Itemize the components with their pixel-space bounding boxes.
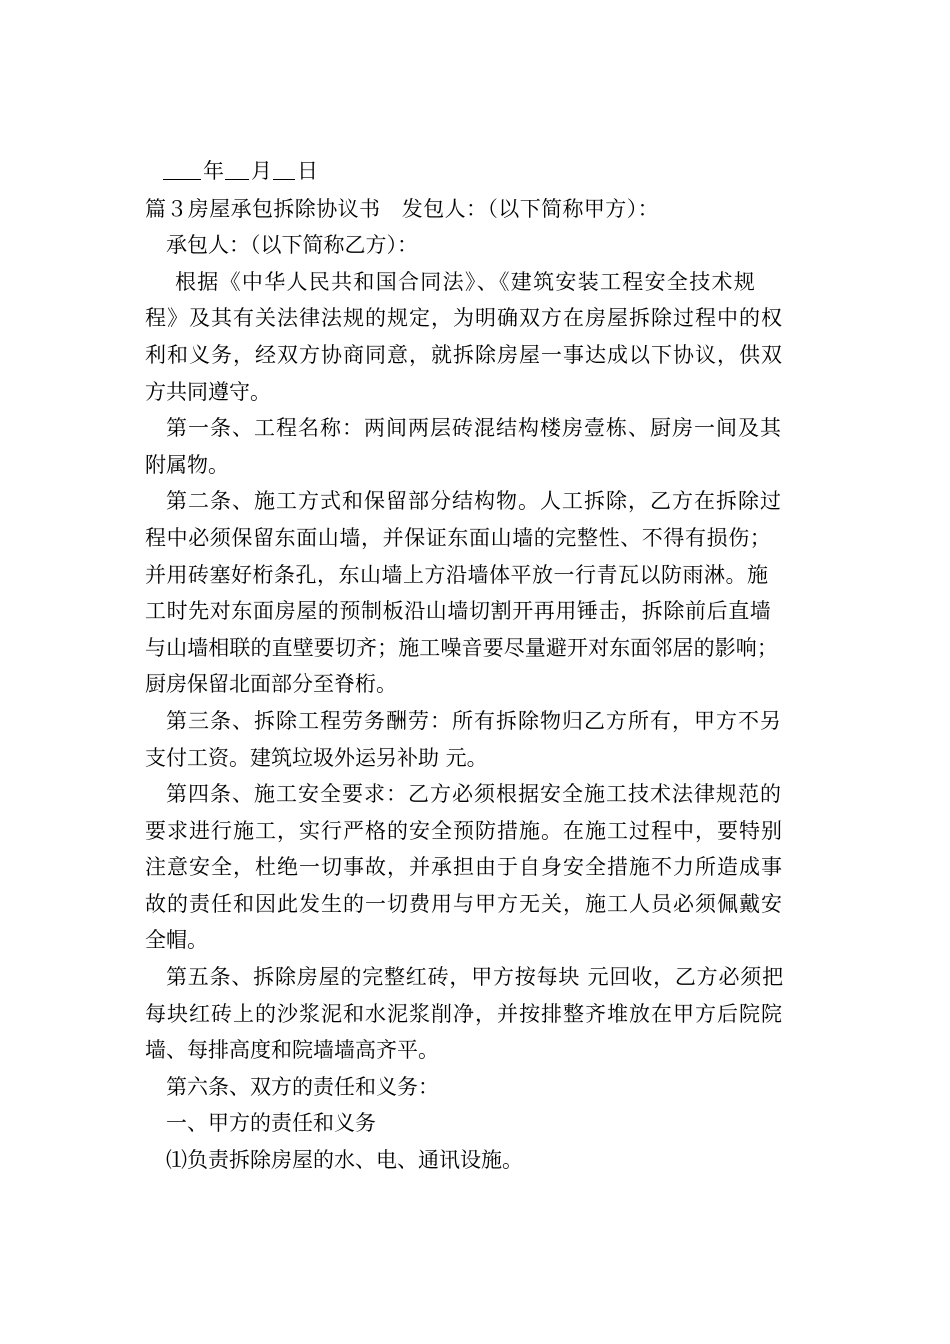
paragraph-line: 根据《中华人民共和国合同法》、《建筑安装工程安全技术规: [175, 269, 757, 294]
clause-line: 第五条、拆除房屋的完整红砖，甲方按每块 元回收，乙方必须把: [166, 965, 784, 990]
clause-line: 故的责任和因此发生的一切费用与甲方无关，施工人员必须佩戴安: [145, 891, 783, 916]
clause-line: 并用砖塞好桁条孔，东山墙上方沿墙体平放一行青瓦以防雨淋。施: [145, 562, 769, 587]
clause-line: 与山墙相联的直壁要切齐；施工噪音要尽量避开对东面邻居的影响；: [145, 635, 778, 660]
contractor-line: 承包人：（以下简称乙方）：: [166, 233, 418, 258]
document-body: [145, 153, 813, 1179]
clause-line: 程中必须保留东面山墙，并保证东面山墙的完整性、不得有损伤；: [145, 525, 772, 550]
clause-line: 附属物。: [145, 452, 229, 477]
clause-heading: 第六条、双方的责任和义务：: [166, 1074, 439, 1099]
paragraph-line: 利和义务，经双方协商同意，就拆除房屋一事达成以下协议，供双: [145, 342, 783, 367]
paragraph-line: 程》及其有关法律法规的规定，为明确双方在房屋拆除过程中的权: [145, 306, 783, 331]
clause-line: 第二条、施工方式和保留部分结构物。人工拆除，乙方在拆除过: [166, 489, 782, 514]
month-blank: [225, 155, 249, 180]
list-item: ⑴负责拆除房屋的水、电、通讯设施。: [166, 1148, 523, 1173]
clause-line: 注意安全，杜绝一切事故，并承担由于自身安全措施不力所造成事: [145, 855, 783, 880]
month-label: 月: [251, 159, 273, 183]
year-blank: [163, 155, 201, 180]
clause-line: 每块红砖上的沙浆泥和水泥浆削净，并按排整齐堆放在甲方后院院: [145, 1001, 783, 1026]
day-label: 日: [297, 159, 319, 183]
clause-line: 第一条、工程名称：两间两层砖混结构楼房壹栋、厨房一间及其: [166, 416, 782, 441]
paragraph-line: 方共同遵守。: [145, 379, 271, 404]
clause-line: 要求进行施工，实行严格的安全预防措施。在施工过程中，要特别: [145, 818, 783, 843]
section-heading: 一、甲方的责任和义务: [166, 1111, 376, 1136]
clause-line: 厨房保留北面部分至脊桁。: [145, 672, 397, 697]
clause-line: 支付工资。建筑垃圾外运另补助 元。: [145, 745, 488, 770]
year-label: 年: [203, 159, 225, 183]
clause-line: 全帽。: [145, 928, 208, 953]
clause-line: 墙、每排高度和院墙墙高齐平。: [145, 1038, 439, 1063]
day-blank: [273, 155, 295, 180]
date-line: [145, 153, 813, 190]
clause-line: 第四条、施工安全要求：乙方必须根据安全施工技术法律规范的: [166, 782, 782, 807]
clause-line: 第三条、拆除工程劳务酬劳：所有拆除物归乙方所有，甲方不另: [166, 708, 782, 733]
agreement-title-line: 篇３房屋承包拆除协议书 发包人：（以下简称甲方）：: [145, 196, 659, 221]
clause-line: 工时先对东面房屋的预制板沿山墙切割开再用锤击，拆除前后直墙: [145, 599, 772, 624]
